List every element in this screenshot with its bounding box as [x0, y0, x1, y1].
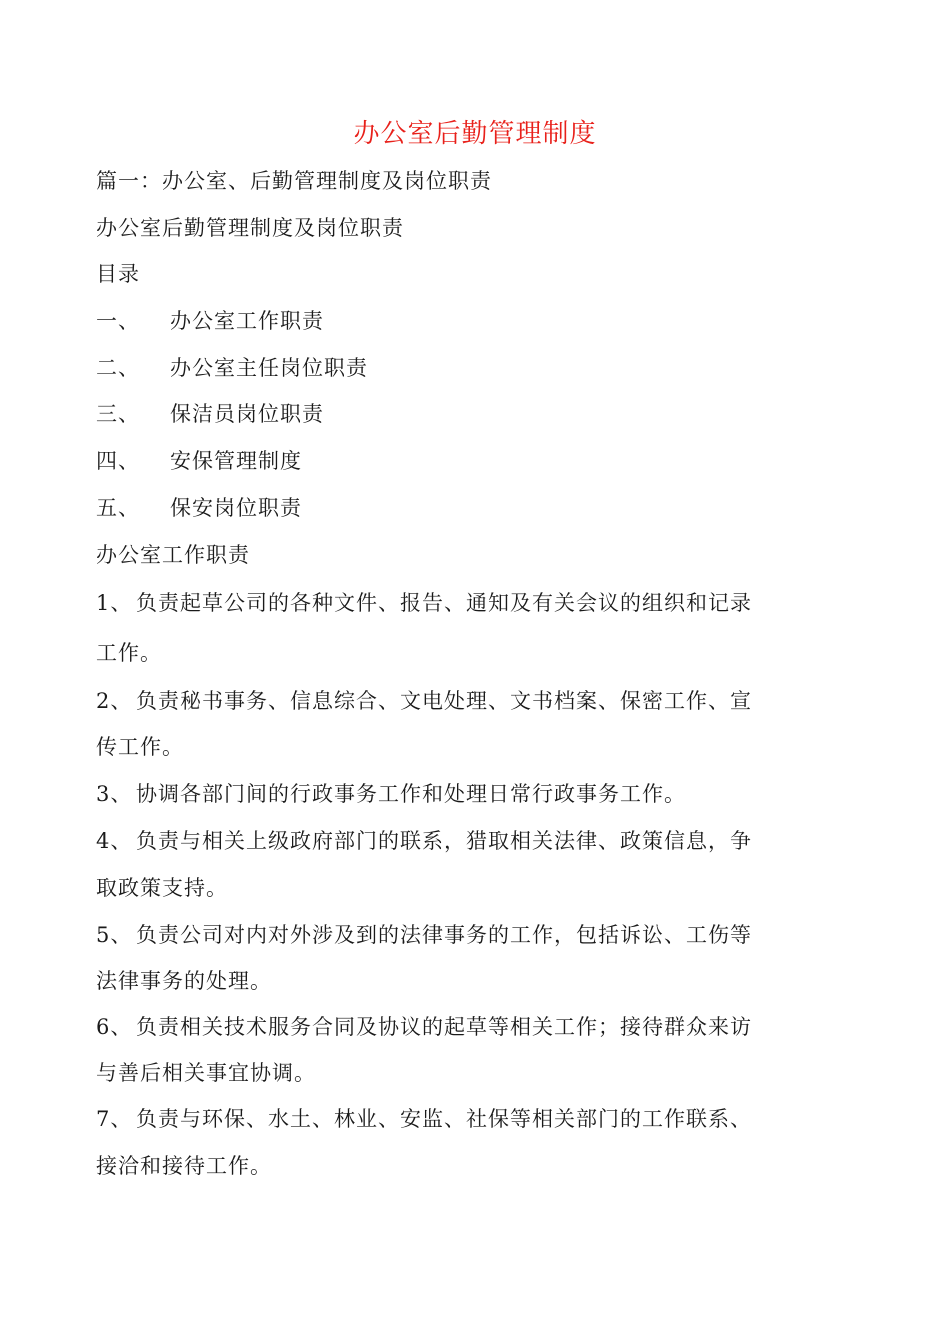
list-item	[96, 826, 752, 856]
toc-entry-number: 五、	[96, 496, 140, 520]
list-item	[96, 1012, 752, 1042]
list-item-text: 负责公司对内对外涉及到的法律事务的工作，包括诉讼、工伤等	[136, 923, 752, 947]
list-item-continuation: 与善后相关事宜协调。	[96, 1061, 316, 1085]
document-title: 办公室后勤管理制度	[353, 119, 597, 149]
list-item-number: 3、	[96, 782, 133, 806]
list-item	[96, 588, 752, 618]
toc-entry-number: 四、	[96, 449, 140, 473]
list-item-number: 5、	[96, 923, 133, 947]
list-item-text: 负责秘书事务、信息综合、文电处理、文书档案、保密工作、宣	[136, 689, 752, 713]
section-heading: 办公室工作职责	[96, 543, 250, 567]
list-item-text: 负责与环保、水土、林业、安监、社保等相关部门的工作联系、	[136, 1107, 752, 1131]
document-heading: 办公室后勤管理制度及岗位职责	[96, 216, 404, 240]
toc-entry	[96, 446, 302, 476]
toc-entry	[96, 353, 368, 383]
document-subtitle: 篇一：办公室、后勤管理制度及岗位职责	[96, 169, 492, 193]
toc-entry-number: 一、	[96, 309, 140, 333]
toc-entry-text: 保洁员岗位职责	[170, 402, 324, 426]
toc-entry	[96, 306, 324, 336]
list-item	[96, 686, 752, 716]
toc-entry-text: 办公室主任岗位职责	[170, 356, 368, 380]
list-item-text: 协调各部门间的行政事务工作和处理日常行政事务工作。	[136, 782, 686, 806]
toc-entry	[96, 493, 302, 523]
toc-entry-number: 二、	[96, 356, 140, 380]
list-item	[96, 779, 686, 809]
list-item-text: 负责相关技术服务合同及协议的起草等相关工作；接待群众来访	[136, 1015, 752, 1039]
toc-entry-text: 办公室工作职责	[170, 309, 324, 333]
list-item-text: 负责与相关上级政府部门的联系，猎取相关法律、政策信息，争	[136, 829, 752, 853]
list-item-number: 6、	[96, 1015, 133, 1039]
list-item-continuation: 传工作。	[96, 735, 184, 759]
list-item-number: 2、	[96, 689, 133, 713]
list-item-number: 7、	[96, 1107, 133, 1131]
list-item-number: 4、	[96, 829, 133, 853]
list-item-continuation: 取政策支持。	[96, 876, 228, 900]
toc-entry	[96, 399, 324, 429]
toc-label: 目录	[96, 262, 140, 286]
list-item-number: 1、	[96, 591, 133, 615]
toc-entry-number: 三、	[96, 402, 140, 426]
list-item	[96, 920, 752, 950]
list-item-continuation: 工作。	[96, 641, 162, 665]
toc-entry-text: 安保管理制度	[170, 449, 302, 473]
list-item-continuation: 法律事务的处理。	[96, 969, 272, 993]
list-item-continuation: 接洽和接待工作。	[96, 1154, 272, 1178]
list-item	[96, 1104, 752, 1134]
list-item-text: 负责起草公司的各种文件、报告、通知及有关会议的组织和记录	[136, 591, 752, 615]
toc-entry-text: 保安岗位职责	[170, 496, 302, 520]
